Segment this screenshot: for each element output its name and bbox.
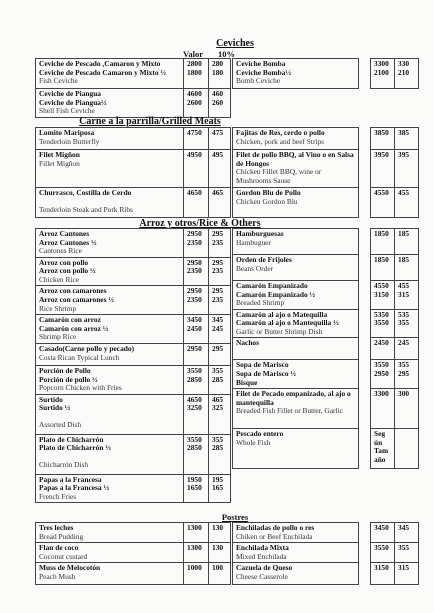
dish-english: Rice Shrimp [39,303,77,313]
price: 5350 3550 [371,309,395,338]
tax: 245 [395,338,419,360]
tax: 295 [212,286,224,296]
menu-row [233,429,419,469]
price: 2350 [187,237,202,247]
dish-name: Pescado entero [236,429,284,439]
tax: 100 [209,563,231,585]
tax: 455 315 [395,281,419,310]
column-header-tax: 10% [218,49,235,59]
tax: 460 [212,89,224,98]
menu-row [233,229,419,255]
tax: 295 [212,229,224,238]
tax: 345 [395,523,419,543]
price: 2950 [187,343,202,353]
dish-name: Arroz Cantones [39,229,90,238]
price: 3450 [371,523,395,543]
tax: 130 [209,543,231,563]
dish-english: Cantones Rice [39,246,82,256]
tax: 535 355 [395,309,419,338]
tax: 465 [212,394,224,404]
dish-name: Ceviche de Pescado ,Camaron y Mixto [39,59,161,68]
dish-english: Beans Order [236,263,274,273]
menu-row [36,89,231,118]
dish-name: Filet Migñon [39,150,80,159]
tax: 355 [395,543,419,563]
tax: 185 [395,229,419,255]
tax: 210 [398,67,410,77]
menu-row [36,188,231,218]
price: 4750 [184,128,209,150]
dish-name: Bisque [236,377,258,387]
tax: 455 [395,188,419,218]
menu-row [36,229,231,258]
tax: 495 [209,150,231,188]
parrilla-right-table [232,127,419,218]
dish-name: Arroz con pollo [39,257,89,267]
dish-name: Surtido [39,394,63,404]
dish-english: Breaded Shrimp [236,298,285,308]
dish-name: Camarón al ajo o Matequilla [236,309,328,319]
menu-row [36,523,231,543]
ceviches-left-table [35,58,231,118]
price: 3300 [371,389,395,429]
dish-english: Chicken Fillet BBQ, wine or Mushrooms Sause [236,167,322,185]
dish-name: Tres leches [39,523,74,532]
menu-row [36,394,231,434]
price: 2800 [187,59,202,68]
dish-english: Garlic or Butter Shrimp Dish [236,326,323,336]
price: 3950 [371,150,395,188]
tax: 385 [395,128,419,150]
price: 1000 [184,563,209,585]
dish-english: French Fries [39,491,77,501]
dish-name: Camarón Empanizado ½ [236,289,316,299]
dish-name: Arroz con pollo ½ [39,266,96,276]
tax: 130 [209,523,231,543]
dish-name: Ceviche de Piangua½ [39,97,107,107]
price: 3550 [187,365,202,375]
price: 3550 2950 [371,360,395,389]
dish-english: Bread Pudding [39,531,84,541]
postres-right-table [232,522,419,585]
dish-name: Churrasco, Costilla de Cerdo [39,188,132,197]
dish-english: Chicken, pork and beef Strips [236,136,325,146]
section-title-postres: Postres [221,512,249,522]
arroz-left-table [35,228,231,503]
tax: 285 [212,443,224,453]
price: 1850 [371,229,395,255]
price: 4550 [371,188,395,218]
dish-name: Surtido ½ [39,403,71,413]
menu-row [233,309,419,338]
menu-row [233,338,419,360]
dish-english: Breaded Fish Fillet or Butter, Garlic [236,406,343,416]
tax: 355 [212,434,224,444]
price: 3250 [187,403,202,413]
tax: 355 [212,365,224,375]
dish-name: Hamburguesas [236,229,284,238]
dish-english: Chicken Rice [39,274,80,284]
price: 3450 [187,315,202,325]
dish-name: Ceviche de Piangua [39,89,101,98]
menu-row [36,150,231,188]
tax: 180 [212,67,224,77]
price: 4650 [187,394,202,404]
arroz-right-table [232,228,419,469]
menu-row [233,281,419,310]
section-title-ceviches: Ceviches [216,38,254,49]
menu-row [36,343,231,365]
price: 2950 [187,286,202,296]
price: 2600 [187,97,202,107]
tax: 325 [212,403,224,413]
price: 1800 [187,67,202,77]
dish-english: Assorted Dish [39,420,82,430]
dish-name: Porción de pollo ½ [39,374,98,384]
dish-english: Chicken Gordon Blu [236,196,298,206]
tax: 165 [212,483,224,493]
price: 4650 [184,188,209,218]
price: 2100 [374,67,389,77]
menu-row [233,59,419,89]
tax: 355 295 [395,360,419,389]
dish-english: Shrimp Rice [39,332,77,342]
dish-name: Enchiladas de pollo o res [236,523,315,532]
tax: 475 [209,128,231,150]
tax: 235 [212,266,224,276]
menu-row [36,128,231,150]
menu-row [36,365,231,394]
dish-english: Costa Rican Typical Lunch [39,352,120,362]
dish-name: Camarón al ajo o Mantequilla ½ [236,318,339,328]
dish-name: Ceviche de Pescado Camaron y Mixto ½ [39,67,166,77]
menu-row [36,434,231,474]
price: 4600 [187,89,202,98]
tax: 295 [212,343,224,353]
dish-name: Porción de Pollo [39,365,91,375]
menu-row [36,315,231,344]
tax: 395 [395,150,419,188]
dish-name: Camarón con arroz [39,315,101,325]
menu-row [36,543,231,563]
price: Seg ún Tam año [371,429,395,469]
dish-name: Arroz con camarones [39,286,107,296]
price: 2950 [187,229,202,238]
dish-name: Fajitas de Res, cerdo o pollo [236,128,325,137]
parrilla-left-table [35,127,231,218]
tax: 465 [209,188,231,218]
postres-left-table [35,522,231,585]
menu-row [233,523,419,543]
dish-name: Papas a la Francesa ½ [39,483,110,493]
dish-name: Arroz con camarones ½ [39,295,114,305]
menu-row [233,188,419,218]
menu-row [233,150,419,188]
menu-row [233,543,419,563]
dish-name: Enchilada Mixta [236,543,289,553]
tax: 330 [398,59,410,68]
price: 1950 [187,474,202,484]
dish-name: Ceviche Bomba [236,59,286,68]
tax: 300 [395,389,419,429]
price: 1300 [184,543,209,563]
tax: 235 [212,237,224,247]
section-title-arroz: Arroz y otros/Rice & Others [139,218,261,229]
tax: 185 [395,255,419,281]
menu-row [233,255,419,281]
tax: 245 [212,323,224,333]
dish-english: Mixed Enchilada [236,551,287,561]
menu-row [233,389,419,429]
dish-name: Muss de Melocotón [39,563,101,573]
price: 2850 [187,374,202,384]
dish-name: Papas a la Francesa [39,474,102,484]
menu-row [233,563,419,585]
dish-name: Arroz Cantones ½ [39,237,97,247]
dish-english: Fish Ceviche [39,76,78,86]
menu-row [36,474,231,503]
menu-row [36,563,231,585]
price: 1850 [371,255,395,281]
tax: 295 [212,257,224,267]
dish-name: Ceviche Bomba½ [236,67,292,77]
menu-row [36,257,231,286]
price: 2350 [187,295,202,305]
price: 1650 [187,483,202,493]
price: 1300 [184,523,209,543]
tax: 345 [212,315,224,325]
dish-name: Flan de coco [39,543,79,553]
dish-english: Cheese Casserole [236,571,288,581]
dish-english: Fillet Migñon [39,158,80,168]
dish-name: Filet de pollo BBQ, al Vino o en Salsa de Hongos [236,150,354,168]
tax: 260 [212,97,224,107]
price: 2850 [187,443,202,453]
dish-english: Chiken or Beef Enchilada [236,531,313,541]
menu-row [36,59,231,89]
dish-english: Bomb Ceviche [236,76,281,86]
dish-name: Gordon Blu de Pollo [236,188,301,197]
dish-english: Coconut custard [39,551,88,561]
dish-name: Orden de Frijoles [236,255,292,264]
dish-name: Camarón con arroz ½ [39,323,109,333]
price: 3300 [374,59,389,68]
dish-english: Peach Mush [39,571,76,581]
dish-english: Chicharrón Dish [39,460,89,470]
tax [395,429,419,469]
price: 3150 [371,563,395,585]
dish-english: Whole Fish [236,437,271,447]
dish-name: Plato de Chicharrón ½ [39,443,111,453]
tax: 195 [212,474,224,484]
price: 2950 [187,257,202,267]
section-title-parrilla: Carne a la parrilla/Grilled Meats [79,116,221,127]
menu-row [36,286,231,315]
price: 3550 [371,543,395,563]
dish-english: Hambuguer [236,237,271,247]
ceviches-right-table [232,58,419,89]
dish-name: Camarón Empanizado [236,281,308,290]
tax: 280 [212,59,224,68]
dish-english: Tenderloin Butterfly [39,136,100,146]
price: 3550 [187,434,202,444]
dish-name: Nachos [236,338,259,348]
dish-name: Sopa de Marisco [236,360,289,370]
dish-name: Lomito Mariposa [39,128,95,137]
dish-name: Cazuela de Queso [236,563,293,573]
price: 4950 [184,150,209,188]
menu-row [233,360,419,389]
dish-name: Sopa de Marisco ½ [236,369,296,379]
price: 2450 [371,338,395,360]
tax: 285 [212,374,224,384]
tax: 315 [395,563,419,585]
dish-english: Shell Fish Ceviche [39,106,95,116]
price: 2450 [187,323,202,333]
dish-english: Popcorn Chicken with Fries [39,383,122,393]
dish-name: Plato de Chicharrón [39,434,104,444]
dish-name: Casado(Carne pollo y pecado) [39,343,135,353]
dish-name: Filet de Pecado empanizado, al ajo o mantequilla [236,389,351,407]
dish-english: Tenderloin Steak and Pork Ribs [39,205,133,215]
price: 3850 [371,128,395,150]
price: 4550 3150 [371,281,395,310]
column-header-valor: Valor [183,49,203,59]
tax: 235 [212,295,224,305]
price: 2350 [187,266,202,276]
menu-row [233,128,419,150]
